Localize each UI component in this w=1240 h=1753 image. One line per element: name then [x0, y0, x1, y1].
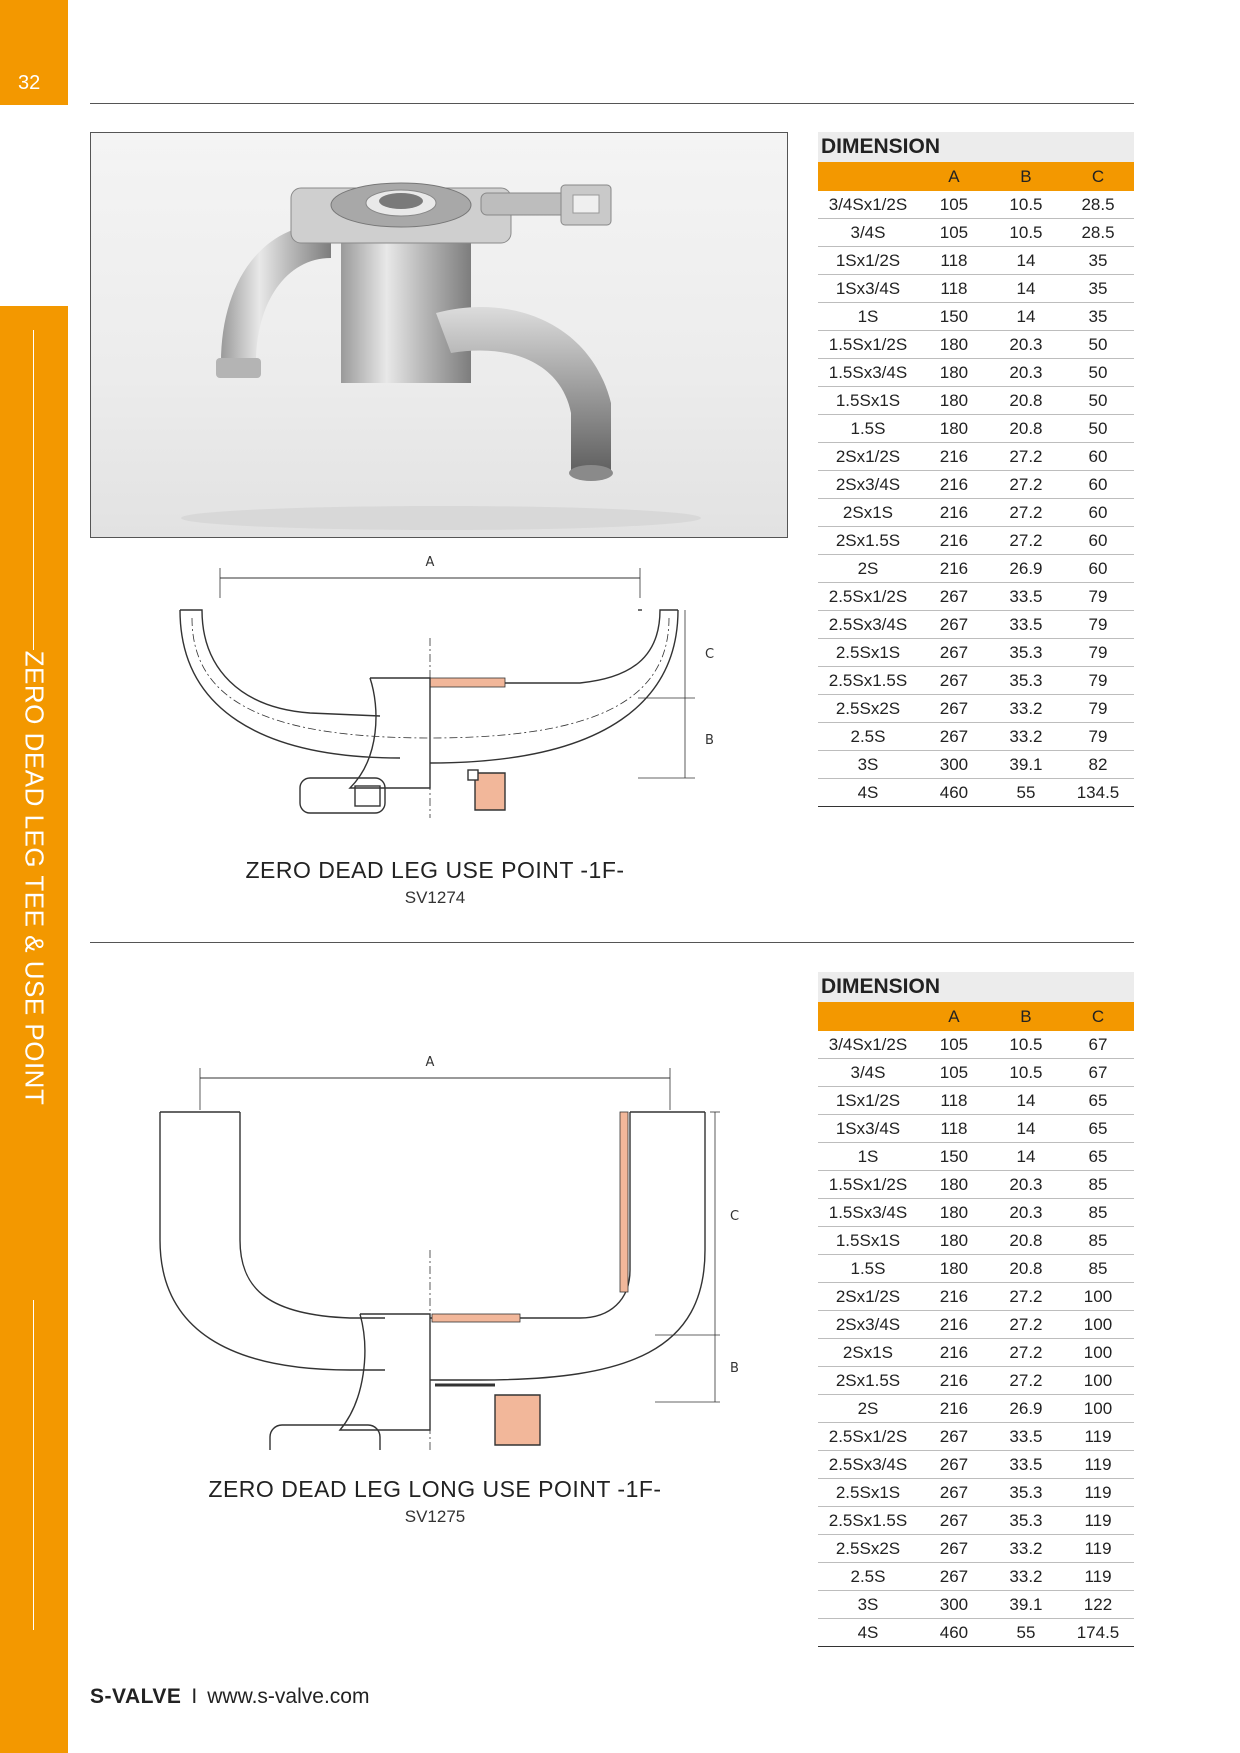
size-cell: 3/4Sx1/2S [818, 191, 918, 219]
table-row [818, 443, 1134, 471]
table-row [818, 387, 1134, 415]
dimension-cell: 33.2 [990, 723, 1062, 751]
table-row [818, 723, 1134, 751]
table-body [818, 191, 1134, 807]
dimension-cell: 67 [1062, 1031, 1134, 1059]
size-cell: 4S [818, 779, 918, 807]
size-cell: 2S [818, 1395, 918, 1423]
dimension-cell: 10.5 [990, 1031, 1062, 1059]
table-row [818, 1367, 1134, 1395]
dimension-cell: 14 [990, 1087, 1062, 1115]
dimension-cell: 60 [1062, 499, 1134, 527]
table-row [818, 1507, 1134, 1535]
table-row [818, 1059, 1134, 1087]
size-cell: 2.5S [818, 1563, 918, 1591]
dimension-cell: 55 [990, 1619, 1062, 1647]
size-cell: 1S [818, 1143, 918, 1171]
dimension-cell: 20.3 [990, 359, 1062, 387]
size-cell: 2.5Sx3/4S [818, 611, 918, 639]
dimension-cell: 267 [918, 1535, 990, 1563]
dimension-cell: 14 [990, 1115, 1062, 1143]
dimension-cell: 27.2 [990, 499, 1062, 527]
dimension-cell: 118 [918, 275, 990, 303]
size-cell: 1.5Sx1S [818, 387, 918, 415]
dimension-cell: 180 [918, 359, 990, 387]
dimension-cell: 20.3 [990, 1171, 1062, 1199]
dimension-cell: 85 [1062, 1227, 1134, 1255]
dimension-cell: 216 [918, 1395, 990, 1423]
dimension-cell: 35 [1062, 275, 1134, 303]
dimension-cell: 60 [1062, 527, 1134, 555]
size-cell: 2.5Sx1/2S [818, 1423, 918, 1451]
dimension-cell: 50 [1062, 387, 1134, 415]
dimension-cell: 65 [1062, 1143, 1134, 1171]
size-cell: 2Sx1/2S [818, 443, 918, 471]
product-title: ZERO DEAD LEG LONG USE POINT -1F- [208, 1476, 662, 1502]
dimension-cell: 100 [1062, 1311, 1134, 1339]
diagram-use-point [150, 548, 730, 818]
dimension-cell: 119 [1062, 1535, 1134, 1563]
dimension-cell: 65 [1062, 1115, 1134, 1143]
dimension-cell: 28.5 [1062, 219, 1134, 247]
size-cell: 2Sx1S [818, 1339, 918, 1367]
dimension-cell: 27.2 [990, 1283, 1062, 1311]
size-cell: 3/4Sx1/2S [818, 1031, 918, 1059]
dimension-cell: 267 [918, 723, 990, 751]
dimension-cell: 28.5 [1062, 191, 1134, 219]
top-rule [90, 103, 1134, 104]
table-header-row [818, 162, 1134, 191]
table-row [818, 219, 1134, 247]
table-row [818, 751, 1134, 779]
table-row [818, 527, 1134, 555]
dimension-cell: 119 [1062, 1507, 1134, 1535]
dimension-cell: 300 [918, 751, 990, 779]
size-cell: 2.5Sx2S [818, 695, 918, 723]
dimension-cell: 119 [1062, 1423, 1134, 1451]
dimension-cell: 14 [990, 1143, 1062, 1171]
table-row [818, 191, 1134, 219]
dimension-cell: 26.9 [990, 1395, 1062, 1423]
dimension-cell: 50 [1062, 331, 1134, 359]
diagram-long-use-point [150, 1050, 750, 1450]
column-header-b: B [990, 1002, 1062, 1031]
table-row [818, 667, 1134, 695]
dimension-cell: 100 [1062, 1395, 1134, 1423]
dimension-cell: 85 [1062, 1199, 1134, 1227]
table-row [818, 583, 1134, 611]
dimension-cell: 82 [1062, 751, 1134, 779]
table-row [818, 1311, 1134, 1339]
dimension-cell: 35.3 [990, 667, 1062, 695]
size-cell: 2.5Sx3/4S [818, 1451, 918, 1479]
dimension-cell: 79 [1062, 695, 1134, 723]
dimension-cell: 100 [1062, 1283, 1134, 1311]
dimension-cell: 85 [1062, 1255, 1134, 1283]
table-row [818, 1227, 1134, 1255]
product-code: SV1274 [404, 888, 466, 907]
dimension-cell: 50 [1062, 415, 1134, 443]
product-code: SV1275 [404, 1507, 466, 1526]
size-cell: 1Sx3/4S [818, 1115, 918, 1143]
table-row [818, 471, 1134, 499]
size-cell: 1.5Sx1S [818, 1227, 918, 1255]
dimension-cell: 20.8 [990, 387, 1062, 415]
dimension-cell: 39.1 [990, 751, 1062, 779]
dimension-cell: 460 [918, 1619, 990, 1647]
dimension-cell: 79 [1062, 611, 1134, 639]
table-row [818, 1283, 1134, 1311]
dimension-cell: 100 [1062, 1367, 1134, 1395]
table-row [818, 695, 1134, 723]
product-photo-illustration [91, 133, 787, 537]
page-number: 32 [18, 72, 41, 94]
dimension-cell: 35 [1062, 303, 1134, 331]
dimension-cell: 267 [918, 611, 990, 639]
dimension-cell: 180 [918, 415, 990, 443]
dimension-cell: 267 [918, 639, 990, 667]
dimension-cell: 50 [1062, 359, 1134, 387]
dimension-cell: 119 [1062, 1563, 1134, 1591]
size-cell: 2Sx1/2S [818, 1283, 918, 1311]
dimension-cell: 216 [918, 1311, 990, 1339]
dimension-cell: 33.5 [990, 1423, 1062, 1451]
dimension-cell: 79 [1062, 667, 1134, 695]
dimension-cell: 14 [990, 275, 1062, 303]
dimension-cell: 180 [918, 1255, 990, 1283]
dimension-cell: 150 [918, 303, 990, 331]
table-row [818, 779, 1134, 807]
dim-label-b: B [705, 733, 714, 748]
dim-label-a: A [425, 555, 435, 570]
size-cell: 2.5Sx1S [818, 639, 918, 667]
table-row [818, 1199, 1134, 1227]
column-header-a: A [918, 162, 990, 191]
dimension-cell: 10.5 [990, 1059, 1062, 1087]
side-divider-bottom [33, 1300, 34, 1630]
product-photo [90, 132, 788, 538]
dimension-cell: 60 [1062, 471, 1134, 499]
dimension-cell: 60 [1062, 555, 1134, 583]
dimension-cell: 33.2 [990, 1535, 1062, 1563]
size-cell: 1Sx3/4S [818, 275, 918, 303]
dimension-cell: 35.3 [990, 1507, 1062, 1535]
dim-label-b: B [730, 1361, 739, 1376]
column-header-c: C [1062, 162, 1134, 191]
table-row [818, 415, 1134, 443]
table-row [818, 1339, 1134, 1367]
dimension-cell: 67 [1062, 1059, 1134, 1087]
dimension-cell: 460 [918, 779, 990, 807]
dimension-cell: 118 [918, 1115, 990, 1143]
brand-name: S-VALVE [90, 1685, 182, 1708]
size-cell: 2.5S [818, 723, 918, 751]
dimension-cell: 27.2 [990, 1311, 1062, 1339]
dimension-cell: 39.1 [990, 1591, 1062, 1619]
dimension-cell: 35.3 [990, 639, 1062, 667]
footer [90, 1685, 369, 1709]
dimension-cell: 267 [918, 1507, 990, 1535]
dimension-cell: 180 [918, 1199, 990, 1227]
dimension-cell: 20.3 [990, 1199, 1062, 1227]
size-cell: 2Sx3/4S [818, 471, 918, 499]
dimension-cell: 180 [918, 387, 990, 415]
dimension-cell: 85 [1062, 1171, 1134, 1199]
size-cell: 3/4S [818, 1059, 918, 1087]
dimension-cell: 79 [1062, 583, 1134, 611]
size-cell: 4S [818, 1619, 918, 1647]
dimension-cell: 27.2 [990, 471, 1062, 499]
dimension-cell: 105 [918, 1059, 990, 1087]
dimension-cell: 14 [990, 303, 1062, 331]
size-cell: 1Sx1/2S [818, 1087, 918, 1115]
size-cell: 2.5Sx2S [818, 1535, 918, 1563]
dimension-cell: 10.5 [990, 219, 1062, 247]
dimension-cell: 180 [918, 1171, 990, 1199]
side-divider-top [33, 330, 34, 650]
dimension-cell: 105 [918, 1031, 990, 1059]
size-cell: 3/4S [818, 219, 918, 247]
dimension-cell: 14 [990, 247, 1062, 275]
dimension-cell: 105 [918, 219, 990, 247]
size-cell: 3S [818, 751, 918, 779]
dimension-cell: 65 [1062, 1087, 1134, 1115]
dimension-table-1 [818, 132, 1134, 807]
size-cell: 1.5Sx1/2S [818, 1171, 918, 1199]
dimension-cell: 27.2 [990, 1339, 1062, 1367]
dimension-cell: 180 [918, 331, 990, 359]
size-cell: 1.5S [818, 415, 918, 443]
product-caption-1 [210, 857, 660, 908]
size-cell: 2.5Sx1/2S [818, 583, 918, 611]
table-row [818, 1479, 1134, 1507]
table-row [818, 1171, 1134, 1199]
table-row [818, 1395, 1134, 1423]
dimension-cell: 20.8 [990, 1227, 1062, 1255]
dimension-heading: DIMENSION [818, 132, 1134, 162]
table-row [818, 275, 1134, 303]
size-cell: 2Sx1.5S [818, 527, 918, 555]
dimension-cell: 27.2 [990, 443, 1062, 471]
dimension-table-2 [818, 972, 1134, 1647]
size-cell: 1.5S [818, 1255, 918, 1283]
dimension-cell: 55 [990, 779, 1062, 807]
dimension-cell: 60 [1062, 443, 1134, 471]
dimension-cell: 150 [918, 1143, 990, 1171]
table-row [818, 1255, 1134, 1283]
dimension-cell: 216 [918, 1367, 990, 1395]
table-row [818, 1031, 1134, 1059]
footer-separator: I [191, 1685, 198, 1708]
dimension-heading: DIMENSION [818, 972, 1134, 1002]
dimension-cell: 216 [918, 443, 990, 471]
dimension-cell: 35 [1062, 247, 1134, 275]
table-row [818, 247, 1134, 275]
size-cell: 2Sx1.5S [818, 1367, 918, 1395]
product-caption-2 [195, 1476, 675, 1527]
size-cell: 2S [818, 555, 918, 583]
dimension-cell: 216 [918, 471, 990, 499]
column-header-c: C [1062, 1002, 1134, 1031]
dimension-cell: 267 [918, 667, 990, 695]
side-section-title: ZERO DEAD LEG TEE & USE POINT [19, 650, 50, 1106]
dimension-cell: 119 [1062, 1479, 1134, 1507]
website-link[interactable]: www.s-valve.com [207, 1685, 370, 1708]
dimension-cell: 267 [918, 1563, 990, 1591]
dimension-cell: 10.5 [990, 191, 1062, 219]
size-cell: 1Sx1/2S [818, 247, 918, 275]
column-header-a: A [918, 1002, 990, 1031]
size-cell: 2.5Sx1.5S [818, 1507, 918, 1535]
table-body [818, 1031, 1134, 1647]
table-row [818, 1563, 1134, 1591]
dimension-cell: 33.2 [990, 695, 1062, 723]
dimension-cell: 267 [918, 695, 990, 723]
dimension-cell: 216 [918, 1339, 990, 1367]
dimension-cell: 216 [918, 527, 990, 555]
dimension-cell: 267 [918, 1451, 990, 1479]
dimension-cell: 79 [1062, 639, 1134, 667]
size-cell: 2Sx1S [818, 499, 918, 527]
dimension-cell: 27.2 [990, 527, 1062, 555]
table-row [818, 499, 1134, 527]
dimension-cell: 33.5 [990, 583, 1062, 611]
size-cell: 3S [818, 1591, 918, 1619]
dimension-cell: 134.5 [1062, 779, 1134, 807]
product-title: ZERO DEAD LEG USE POINT -1F- [245, 857, 625, 883]
dimension-cell: 267 [918, 583, 990, 611]
dimension-cell: 216 [918, 499, 990, 527]
column-header [818, 162, 918, 191]
table-row [818, 1619, 1134, 1647]
dimension-cell: 300 [918, 1591, 990, 1619]
dimension-cell: 118 [918, 247, 990, 275]
table-row [818, 611, 1134, 639]
dimension-cell: 33.2 [990, 1563, 1062, 1591]
dimension-cell: 180 [918, 1227, 990, 1255]
size-cell: 1S [818, 303, 918, 331]
size-cell: 2.5Sx1.5S [818, 667, 918, 695]
table-row [818, 1591, 1134, 1619]
table-row [818, 359, 1134, 387]
dimension-cell: 119 [1062, 1451, 1134, 1479]
dimension-cell: 27.2 [990, 1367, 1062, 1395]
dimension-cell: 174.5 [1062, 1619, 1134, 1647]
dimension-cell: 35.3 [990, 1479, 1062, 1507]
dimension-cell: 33.5 [990, 611, 1062, 639]
size-cell: 1.5Sx3/4S [818, 359, 918, 387]
dim-label-c: C [730, 1209, 740, 1224]
dimension-cell: 267 [918, 1479, 990, 1507]
dimension-cell: 122 [1062, 1591, 1134, 1619]
size-cell: 1.5Sx3/4S [818, 1199, 918, 1227]
table-row [818, 1535, 1134, 1563]
dimension-cell: 79 [1062, 723, 1134, 751]
table-row [818, 639, 1134, 667]
size-cell: 2.5Sx1S [818, 1479, 918, 1507]
column-header-b: B [990, 162, 1062, 191]
dimension-cell: 20.8 [990, 415, 1062, 443]
size-cell: 2Sx3/4S [818, 1311, 918, 1339]
table-row [818, 555, 1134, 583]
size-cell: 1.5Sx1/2S [818, 331, 918, 359]
table-row [818, 303, 1134, 331]
table-row [818, 1087, 1134, 1115]
dimension-cell: 100 [1062, 1339, 1134, 1367]
dimension-cell: 26.9 [990, 555, 1062, 583]
dim-label-a: A [425, 1055, 435, 1070]
dimension-cell: 267 [918, 1423, 990, 1451]
dimension-cell: 216 [918, 1283, 990, 1311]
table-row [818, 1451, 1134, 1479]
table-row [818, 1423, 1134, 1451]
table-row [818, 1115, 1134, 1143]
column-header [818, 1002, 918, 1031]
section-rule [90, 942, 1134, 943]
dimension-cell: 105 [918, 191, 990, 219]
table-row [818, 331, 1134, 359]
dim-label-c: C [705, 647, 715, 662]
table-header-row [818, 1002, 1134, 1031]
dimension-cell: 118 [918, 1087, 990, 1115]
dimension-cell: 20.3 [990, 331, 1062, 359]
dimension-cell: 20.8 [990, 1255, 1062, 1283]
dimension-cell: 33.5 [990, 1451, 1062, 1479]
table-row [818, 1143, 1134, 1171]
dimension-cell: 216 [918, 555, 990, 583]
